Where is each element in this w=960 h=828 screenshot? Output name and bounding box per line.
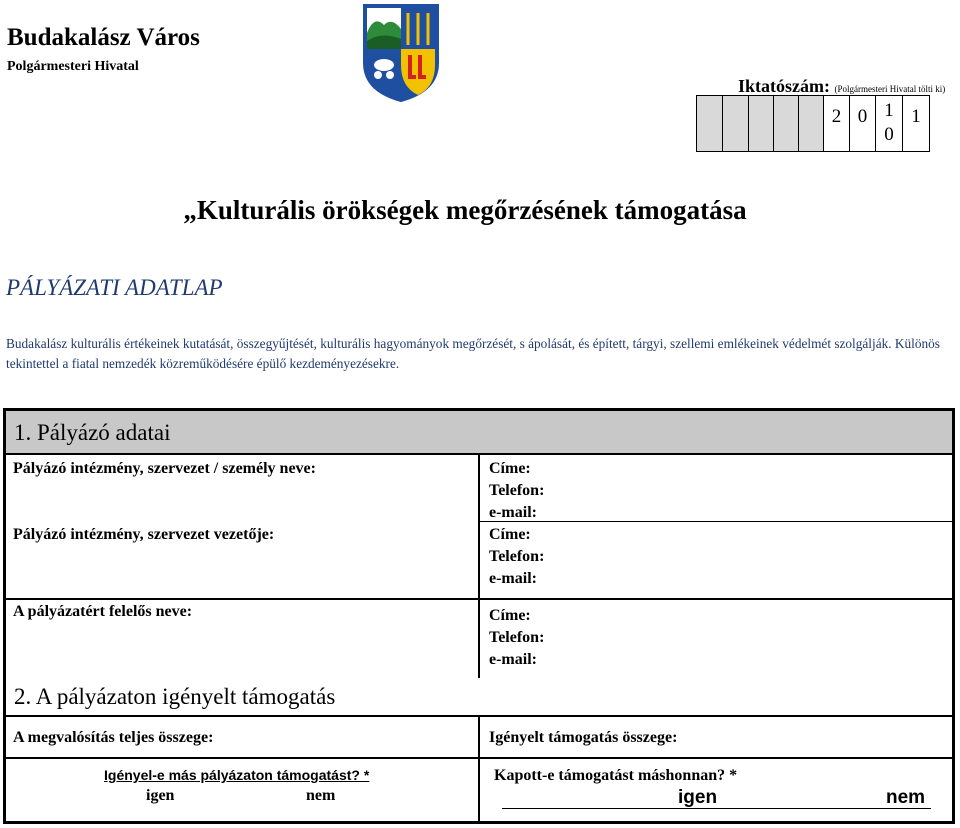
other-application-yes-option[interactable]: igen [146, 787, 175, 804]
registration-cell[interactable] [749, 96, 774, 151]
applicant-name-label: Pályázó intézmény, szervezet / személy neve: [13, 460, 316, 477]
registration-cell[interactable] [774, 96, 799, 151]
registration-digit: 2 [824, 96, 850, 151]
divider [6, 598, 952, 600]
coat-of-arms-icon [362, 3, 440, 103]
divider [479, 521, 952, 522]
leader-phone-label: Telefon: [489, 548, 545, 565]
answer-underline [502, 808, 931, 809]
leader-email-label: e-mail: [489, 570, 537, 587]
application-form-table [3, 408, 955, 824]
office-name: Polgármesteri Hivatal [7, 59, 139, 74]
section-2-heading: 2. A pályázaton igényelt támogatás [14, 684, 336, 709]
leader-address-label: Címe: [489, 526, 531, 543]
total-cost-label: A megvalósítás teljes összege: [13, 729, 214, 746]
divider [478, 455, 480, 678]
registration-digit: 0 [884, 124, 894, 145]
city-name: Budakalász Város [7, 24, 200, 51]
divider [6, 757, 952, 759]
responsible-phone-label: Telefon: [489, 629, 545, 646]
form-title: PÁLYÁZATI ADATLAP [6, 275, 223, 300]
applicant-address-label: Címe: [489, 460, 531, 477]
responsible-address-label: Címe: [489, 607, 531, 624]
received-support-yes-option[interactable]: igen [678, 787, 718, 808]
leader-label: Pályázó intézmény, szervezet vezetője: [13, 526, 275, 543]
registration-digit: 0 [850, 96, 876, 151]
registration-cell[interactable] [799, 96, 824, 151]
received-support-no-option[interactable]: nem [886, 787, 926, 808]
registration-note: (Polgármesteri Hivatal tölti ki) [834, 84, 946, 94]
other-application-question: Igényel-e más pályázaton támogatást? * [104, 767, 370, 783]
registration-digit-stack [876, 96, 903, 151]
section-1-heading: 1. Pályázó adatai [6, 411, 952, 453]
registration-label: Iktatószám: (Polgármesteri Hivatal tölti ki) [738, 76, 946, 96]
responsible-email-label: e-mail: [489, 651, 537, 668]
other-application-no-option[interactable]: nem [306, 787, 336, 804]
registration-number-box[interactable] [696, 95, 930, 152]
intro-text: Budakalász kulturális értékeinek kutatását, összegyűjtését, kulturális hagyományok megőrzését, s ápolását, és épített, tárgyi, szellemi emlékeinek védelmét szolgálják. Különös tekintettel a fiatal nemzedék közreműködésére épülő kezdeményezésekre. [6, 336, 940, 371]
responsible-person-label: A pályázatért felelős neve: [13, 603, 193, 620]
registration-cell[interactable] [723, 96, 749, 151]
received-support-question: Kapott-e támogatást máshonnan? * [494, 767, 738, 784]
registration-digit: 1 [903, 96, 930, 151]
applicant-phone-label: Telefon: [489, 482, 545, 499]
requested-amount-label: Igényelt támogatás összege: [489, 729, 678, 746]
applicant-email-label: e-mail: [489, 504, 537, 521]
document-title: „Kulturális örökségek megőrzésének támogatása [183, 195, 747, 225]
registration-digit: 1 [884, 100, 894, 121]
registration-cell[interactable] [697, 96, 723, 151]
divider [478, 715, 480, 821]
